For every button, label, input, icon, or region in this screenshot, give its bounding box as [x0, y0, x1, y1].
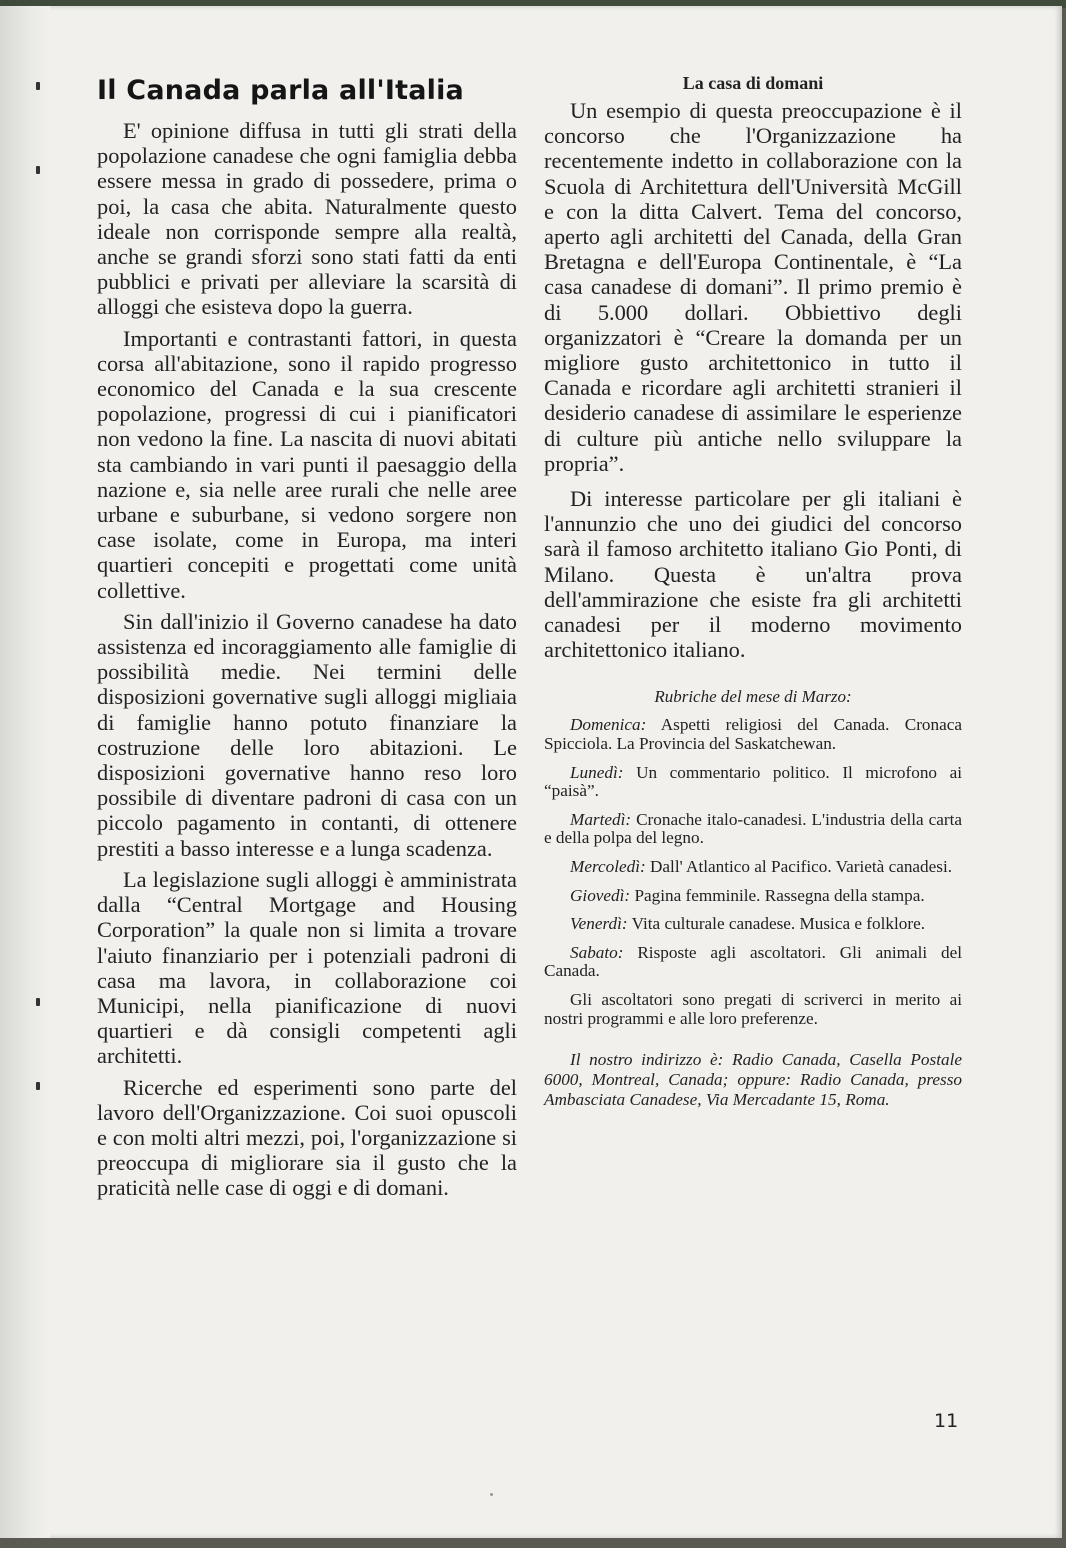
- article-paragraph: La legislazione sugli alloggi è amministrata dalla “Central Mortgage and Housing Corporation” la quale non si limita a trovare l'aiuto finanziario per i potenziali padroni di casa ma lavora, in collaborazione coi Municipi, nella pianificazione di nuovi quartieri e dà consigli competenti agli architetti.: [97, 866, 517, 1069]
- contact-address: Il nostro indirizzo è: Radio Canada, Casella Postale 6000, Montreal, Canada; oppure: Radio Canada, presso Ambasciata Canadese, Via Mercadante 15, Roma.: [544, 1050, 962, 1110]
- section-subtitle: La casa di domani: [682, 73, 824, 93]
- schedule-entry: [544, 764, 962, 801]
- schedule-text: Vita culturale canadese. Musica e folklore.: [631, 914, 926, 934]
- binding-mark: [36, 82, 40, 90]
- page-binding-shadow: [0, 6, 50, 1538]
- schedule-entry: [544, 716, 962, 753]
- schedule-text: Un commentario politico. Il microfono ai “paisà”.: [544, 762, 962, 801]
- schedule-entry: [544, 858, 962, 877]
- paper-speck: [490, 1493, 493, 1496]
- article-paragraph: Di interesse particolare per gli italiani è l'annunzio che uno dei giudici del concorso sarà il famoso architetto italiano Gio Ponti, di Milano. Questa è un'altra prova dell'ammirazione che esiste fra gli architetti canadesi per il moderno movimento architettonico italiano.: [544, 486, 962, 663]
- schedule-day: Martedì:: [570, 809, 632, 829]
- schedule-text: Pagina femminile. Rassegna della stampa.: [634, 885, 925, 905]
- binding-mark: [36, 998, 40, 1006]
- article-paragraph: Un esempio di questa preoccupazione è il concorso che l'Organizzazione ha recentemente indetto in collaborazione con la Scuola di Architettura dell'Università McGill e con la ditta Calvert. Tema del concorso, aperto agli architetti del Canada, della Gran Bretagna e dell'Europa Continentale, è “La casa canadese di domani”. Il primo premio è di 5.000 dollari. Obbiettivo degli organizzatori è “Creare la domanda per un migliore gusto architettonico in tutto il Canada e ricordare agli architetti stranieri il desiderio canadese di assimilare le esperienze di culture più antiche nello sviluppare la propria”.: [544, 98, 962, 476]
- schedule-day: Domenica:: [570, 715, 647, 735]
- page-number: 11: [934, 1410, 959, 1432]
- schedule-text: Dall' Atlantico al Pacifico. Varietà canadesi.: [650, 857, 953, 877]
- left-column: [97, 76, 517, 1207]
- schedule-day: Sabato:: [570, 942, 624, 962]
- article-title: Il Canada parla all'Italia: [97, 75, 464, 106]
- right-column: [544, 72, 962, 1110]
- schedule-day: Lunedì:: [570, 762, 624, 782]
- schedule-entry: [544, 887, 962, 906]
- article-paragraph: Importanti e contrastanti fattori, in questa corsa all'abitazione, sono il rapido progresso economico del Canada e la sua crescente popolazione, progressi di cui i pianificatori non vedono la fine. La nascita di nuovi abitati sta cambiando in vari punti il paesaggio della nazione e, sia nelle aree rurali che nelle aree urbane e suburbane, si vedono sorgere non case isolate, come in Europa, ma interi quartieri concepiti e progettati come unità collettive.: [97, 325, 517, 603]
- binding-mark: [36, 166, 40, 174]
- schedule-entry: [544, 915, 962, 934]
- article-paragraph: Ricerche ed esperimenti sono parte del lavoro dell'Organizzazione. Coi suoi opuscoli e con molti altri mezzi, poi, l'organizzazione si preoccupa di migliorare sia il gusto che la praticità nelle case di oggi e di domani.: [97, 1074, 517, 1201]
- schedule-text: Aspetti religiosi del Canada. Cronaca Spicciola. La Provincia del Saskatchewan.: [544, 715, 962, 754]
- schedule-text: Cronache italo-canadesi. L'industria della carta e della polpa del legno.: [544, 809, 962, 848]
- article-paragraph: Sin dall'inizio il Governo canadese ha dato assistenza ed incoraggiamento alle famiglie di possibilità medie. Nei termini delle disposizioni governative sugli alloggi migliaia di famiglie hanno potuto finanziare la costruzione delle loro abitazioni. Le disposizioni governative hanno reso loro possibile di diventare padroni di casa con un piccolo pagamento in contanti, di ottenere prestiti a basso interesse e a lunga scadenza.: [97, 608, 517, 861]
- listener-note: Gli ascoltatori sono pregati di scriverci in merito ai nostri programmi e alle loro preferenze.: [544, 990, 962, 1028]
- schedule-day: Giovedì:: [570, 885, 631, 905]
- schedule-day: Mercoledì:: [570, 857, 646, 877]
- schedule-entry: [544, 811, 962, 848]
- article-paragraph: E' opinione diffusa in tutti gli strati della popolazione canadese che ogni famiglia debba essere messa in grado di possedere, prima o poi, la casa che abita. Naturalmente questo ideale non corrisponde sempre alla realtà, anche se grandi sforzi sono stati fatti da enti pubblici e privati per alleviare la scarsità di alloggi che esisteva dopo la guerra.: [97, 118, 517, 320]
- schedule-entry: [544, 944, 962, 981]
- schedule-day: Venerdì:: [570, 914, 628, 934]
- schedule-heading: Rubriche del mese di Marzo:: [654, 687, 852, 707]
- binding-mark: [36, 1082, 40, 1090]
- schedule-text: Risposte agli ascoltatori. Gli animali del Canada.: [544, 942, 962, 981]
